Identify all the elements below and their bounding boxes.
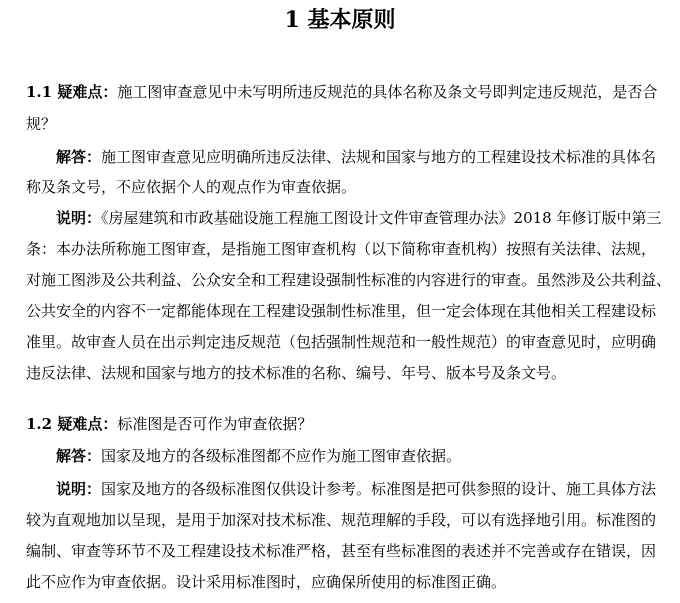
answer-1-line-2: 称及条文号，不应依据个人的观点作为审查依据。	[26, 178, 357, 196]
question-2-sep: ：	[102, 415, 118, 433]
note-2-line-2: 较为直观地加以呈现，是用于加深对技术标准、规范理解的手段，可以有选择地引用。标准图的	[26, 511, 657, 529]
note-1-sep: ：	[86, 209, 102, 227]
answer-1-sep: ：	[86, 148, 102, 166]
answer-2-sep: ：	[86, 447, 102, 465]
question-1-text: 施工图审查意见中未写明所违反规范的具体名称及条文号即判定违反规范，是否合	[117, 83, 658, 101]
answer-2-text: 国家及地方的各级标准图都不应作为施工图审查依据。	[101, 447, 462, 465]
note-1-line-5: 准里。故审查人员在出示判定违反规范（包括强制性规范和一般性规范）的审查意见时，应明确	[26, 333, 657, 351]
note-2-line-4: 此不应作为审查依据。设计采用标准图时，应确保所使用的标准图正确。	[26, 573, 507, 591]
note-1-label: 说明	[56, 209, 87, 227]
note-2-line-3: 编制、审查等环节不及工程建设技术标准严格，甚至有些标准图的表述并不完善或存在错误，因	[26, 542, 657, 560]
note-1-text: 《房屋建筑和市政基础设施工程施工图设计文件审查管理办法》2018 年修订版中第三	[101, 209, 662, 227]
answer-1-label: 解答	[56, 148, 87, 166]
note-2-line-1	[56, 479, 680, 499]
question-1-label: 疑难点	[57, 83, 103, 101]
question-1-number: 1.1	[26, 83, 58, 101]
question-2-label: 疑难点	[57, 415, 103, 433]
question-2-text: 标准图是否可作为审查依据？	[117, 415, 313, 433]
note-1-line-1	[56, 208, 680, 228]
note-1-line-6: 违反法律、法规和国家与地方的技术标准的名称、编号、年号、版本号及条文号。	[26, 364, 567, 382]
question-1-line-2: 规？	[26, 115, 57, 133]
question-1-sep: ：	[102, 83, 118, 101]
note-1-line-3: 对施工图涉及公共利益、公众安全和工程建设强制性标准的内容进行的审查。虽然涉及公共利益、	[26, 271, 672, 289]
page-title: 1 基本原则	[284, 7, 396, 33]
question-2-number: 1.2	[26, 415, 58, 433]
note-1-line-4: 公共安全的内容不一定都能体现在工程建设强制性标准里，但一定会体现在其他相关工程建设标	[26, 302, 657, 320]
note-2-sep: ：	[86, 480, 102, 498]
answer-2-label: 解答	[56, 447, 87, 465]
answer-2-line-1	[56, 446, 680, 466]
note-2-text: 国家及地方的各级标准图仅供设计参考。标准图是把可供参照的设计、施工具体方法	[101, 480, 657, 498]
note-2-label: 说明	[56, 480, 87, 498]
answer-1-text: 施工图审查意见应明确所违反法律、法规和国家与地方的工程建设技术标准的具体名	[101, 148, 657, 166]
question-2-line-1	[26, 414, 680, 434]
note-1-line-2: 条：本办法所称施工图审查，是指施工图审查机构（以下简称审查机构）按照有关法律、法规，	[26, 240, 657, 258]
answer-1-line-1	[56, 147, 680, 167]
question-1-line-1	[26, 82, 680, 102]
